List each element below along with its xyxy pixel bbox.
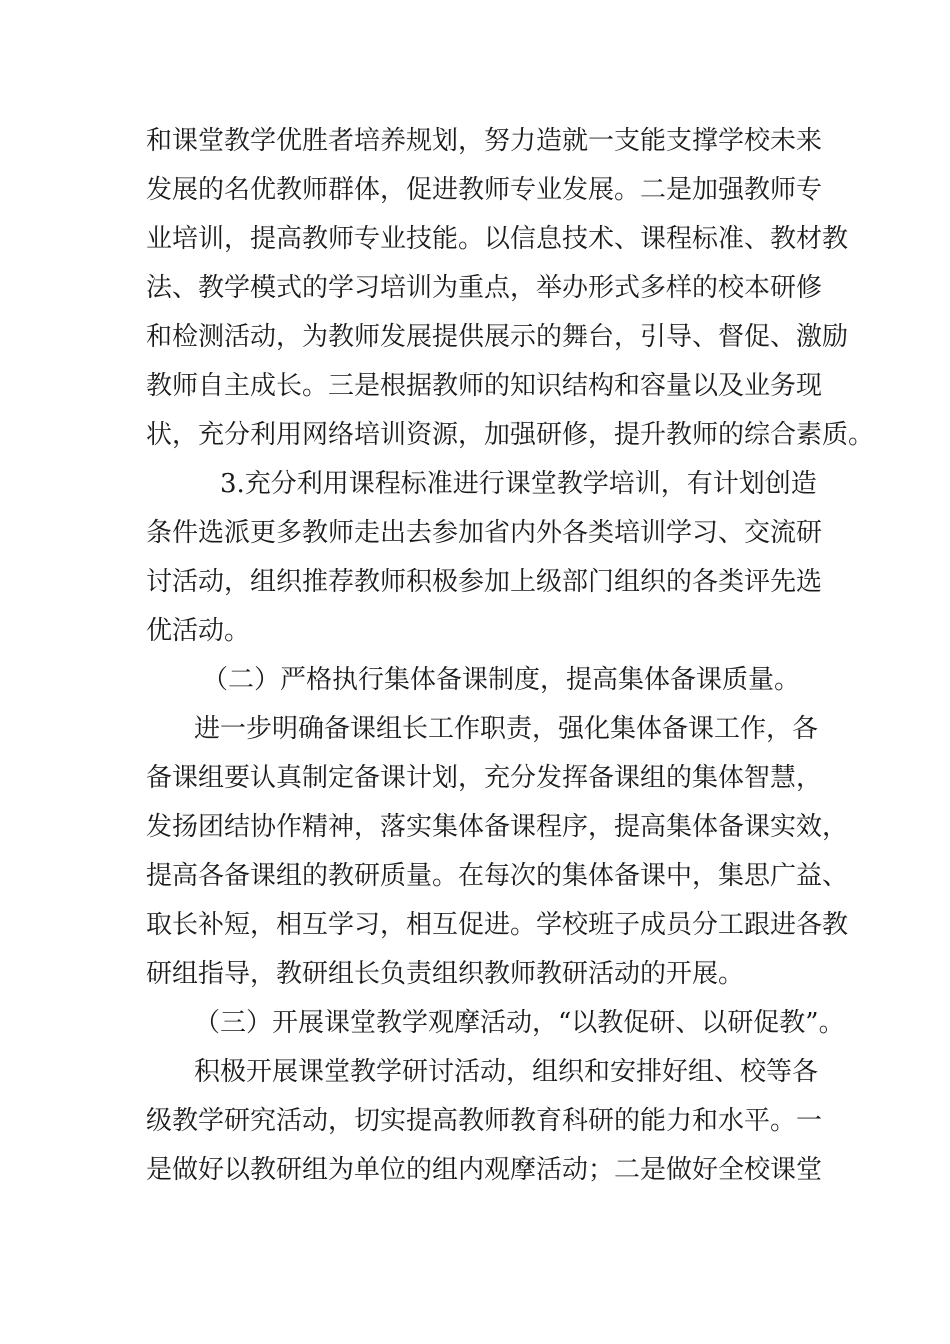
text-line: 3.充分利用课程标准进行课堂教学培训，有计划创造 bbox=[220, 469, 817, 499]
text-line: 和检测活动，为教师发展提供展示的舞台，引导、督促、激励 bbox=[146, 322, 849, 352]
text-line: 发扬团结协作精神，落实集体备课程序，提高集体备课实效， bbox=[146, 812, 849, 842]
text-line: 讨活动，组织推荐教师积极参加上级部门组织的各类评先选 bbox=[146, 567, 823, 597]
text-line: 取长补短，相互学习，相互促进。学校班子成员分工跟进各教 bbox=[146, 910, 849, 940]
text-line: 提高各备课组的教研质量。在每次的集体备课中，集思广益、 bbox=[146, 861, 849, 891]
text-line: 条件选派更多教师走出去参加省内外各类培训学习、交流研 bbox=[146, 518, 823, 548]
text-line: 教师自主成长。三是根据教师的知识结构和容量以及业务现 bbox=[146, 371, 823, 401]
document-body bbox=[146, 117, 875, 1195]
text-line: 进一步明确备课组长工作职责，强化集体备课工作，各 bbox=[194, 714, 819, 744]
text-line: 研组指导，教研组长负责组织教师教研活动的开展。 bbox=[146, 959, 745, 989]
text-line: 是做好以教研组为单位的组内观摩活动；二是做好全校课堂 bbox=[146, 1155, 823, 1185]
text-line: 优活动。 bbox=[146, 616, 251, 646]
text-line: 业培训，提高教师专业技能。以信息技术、课程标准、教材教 bbox=[146, 224, 849, 254]
text-line: 积极开展课堂教学研讨活动，组织和安排好组、校等各 bbox=[194, 1057, 819, 1087]
text-line: 和课堂教学优胜者培养规划，努力造就一支能支撑学校未来 bbox=[146, 126, 823, 156]
text-line: 级教学研究活动，切实提高教师教育科研的能力和水平。一 bbox=[146, 1106, 823, 1136]
section-heading: （二）严格执行集体备课制度，提高集体备课质量。 bbox=[202, 665, 801, 695]
text-line: 备课组要认真制定备课计划，充分发挥备课组的集体智慧， bbox=[146, 763, 823, 793]
text-line: 发展的名优教师群体，促进教师专业发展。二是加强教师专 bbox=[146, 175, 823, 205]
text-line: 状，充分利用网络培训资源，加强研修，提升教师的综合素质。 bbox=[146, 420, 875, 450]
text-line: 法、教学模式的学习培训为重点，举办形式多样的校本研修 bbox=[146, 273, 823, 303]
section-heading: （三）开展课堂教学观摩活动，“以教促研、以研促教”。 bbox=[194, 1008, 845, 1038]
